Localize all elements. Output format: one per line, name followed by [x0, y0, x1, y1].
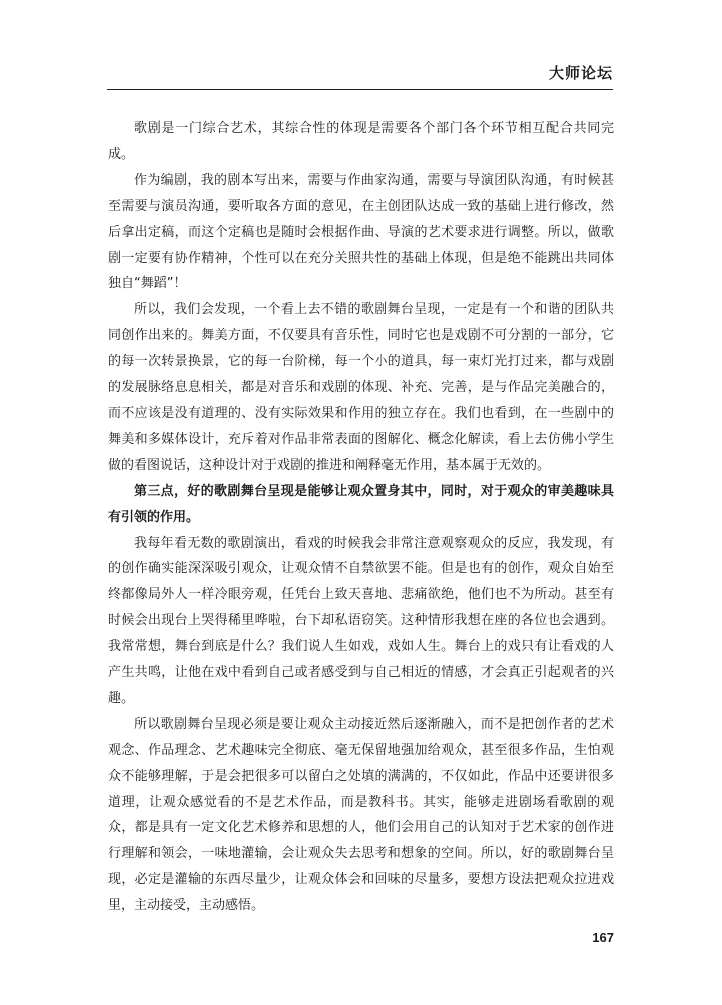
article-body — [108, 116, 614, 919]
paragraph: 作为编剧，我的剧本写出来，需要与作曲家沟通，需要与导演团队沟通，有时候甚至需要与演员沟通，要听取各方面的意见，在主创团队达成一致的基础上进行修改，然后拿出定稿，而这个定稿也是随时会根据作曲、导演的艺术要求进行调整。所以，做歌剧一定要有协作精神，个性可以在充分关照共性的基础上体现，但是绝不能跳出共同体独自“舞蹈”！ — [108, 172, 614, 292]
header-rule — [107, 89, 613, 90]
section-title: 大师论坛 — [548, 64, 613, 82]
paragraph: 所以，我们会发现，一个看上去不错的歌剧舞台呈现，一定是有一个和谐的团队共同创作出来的。舞美方面，不仅要具有音乐性，同时它也是戏剧不可分割的一部分，它的每一次转景换景，它的每一台阶梯，每一个小的道具，每一束灯光打过来，都与戏剧的发展脉络息息相关，都是对音乐和戏剧的体现、补充、完善，是与作品完美融合的，而不应该是没有道理的、没有实际效果和作用的独立存在。我们也看到，在一些剧中的舞美和多媒体设计，充斥着对作品非常表面的图解化、概念化解读，看上去仿佛小学生做的看图说话，这种设计对于戏剧的推进和阐释毫无作用，基本属于无效的。 — [108, 302, 614, 473]
paragraph: 我每年看无数的歌剧演出，看戏的时候我会非常注意观察观众的反应，我发现，有的创作确实能深深吸引观众，让观众情不自禁欲罢不能。但是也有的创作，观众自始至终都像局外人一样冷眼旁观，任凭台上致天喜地、悲痛欲绝，他们也不为所动。甚至有时候会出现台上哭得稀里哗啦，台下却私语窃笑。这种情形我想在座的各位也会遇到。我常常想，舞台到底是什么？我们说人生如戏，戏如人生。舞台上的戏只有让看戏的人产生共鸣，让他在戏中看到自己或者感受到与自己相近的情感，才会真正引起观者的兴趣。 — [108, 535, 614, 706]
page-number: 167 — [592, 930, 614, 945]
section-heading-paragraph: 第三点，好的歌剧舞台呈现是能够让观众置身其中，同时，对于观众的审美趣味具有引领的作用。 — [108, 483, 614, 525]
paragraph: 歌剧是一门综合艺术，其综合性的体现是需要各个部门各个环节相互配合共同完成。 — [108, 121, 614, 162]
running-header — [107, 62, 613, 92]
paragraph: 所以歌剧舞台呈现必须是要让观众主动接近然后逐渐融入，而不是把创作者的艺术观念、作品理念、艺术趣味完全彻底、毫无保留地强加给观众，甚至很多作品，生怕观众不能够理解，于是会把很多可以留白之处填的满满的，不仅如此，作品中还要讲很多道理，让观众感觉看的不是艺术作品，而是教科书。其实，能够走进剧场看歌剧的观众，都是具有一定文化艺术修养和思想的人，他们会用自己的认知对于艺术家的创作进行理解和领会，一味地灌输，会让观众失去思考和想象的空间。所以，好的歌剧舞台呈现，必定是灌输的东西尽量少，让观众体会和回味的尽量多，要想方设法把观众拉进戏里，主动接受，主动感悟。 — [108, 716, 614, 914]
